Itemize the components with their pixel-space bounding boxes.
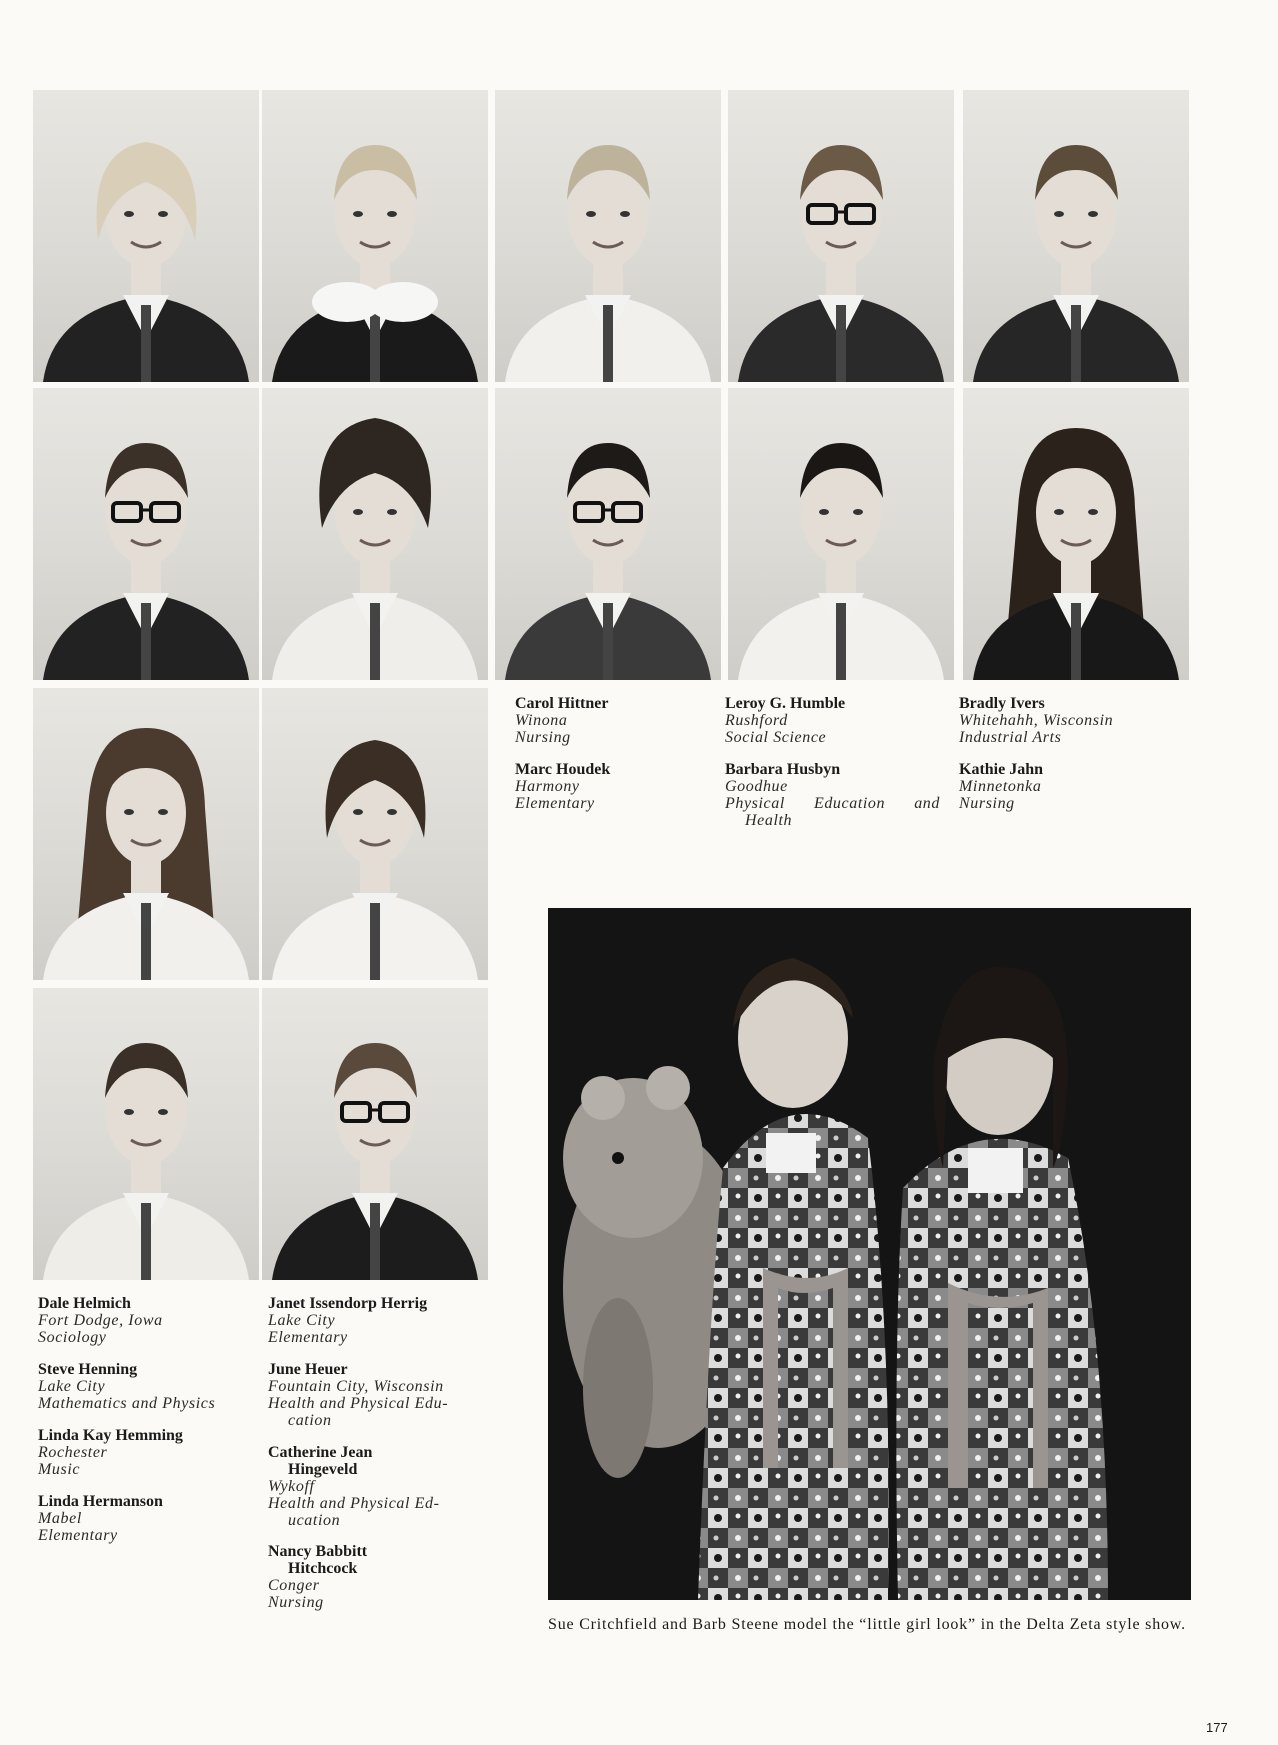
portrait-illustration <box>262 988 488 1280</box>
portrait-photo <box>963 90 1189 382</box>
student-entry <box>959 761 1189 812</box>
portrait-photo <box>33 90 259 382</box>
student-entry <box>38 1295 253 1346</box>
student-hometown: Mabel <box>38 1510 82 1527</box>
student-entry <box>725 695 945 746</box>
student-hometown: Harmony <box>515 778 580 795</box>
student-major-cont: ucation <box>288 1512 341 1529</box>
portrait-illustration <box>262 90 488 382</box>
student-entry <box>38 1493 253 1544</box>
student-name: Carol Hittner <box>515 695 609 712</box>
photo-caption: Sue Critchfield and Barb Steene model the “little girl look” in the Delta Zeta style show. <box>548 1616 1186 1633</box>
student-name: Nancy Babbitt <box>268 1543 368 1560</box>
student-major: Social Science <box>725 729 827 746</box>
portrait-illustration <box>262 688 488 980</box>
student-name: Kathie Jahn <box>959 761 1044 778</box>
portrait-photo <box>262 988 488 1280</box>
student-major: Sociology <box>38 1329 107 1346</box>
student-name: Linda Hermanson <box>38 1493 163 1510</box>
student-hometown: Wykoff <box>268 1478 315 1495</box>
portrait-photo <box>262 90 488 382</box>
portrait-illustration <box>262 388 488 680</box>
portrait-illustration <box>33 988 259 1280</box>
portrait-photo <box>33 688 259 980</box>
portrait-photo <box>262 688 488 980</box>
student-name: Barbara Husbyn <box>725 761 841 778</box>
student-major: Nursing <box>959 795 1015 812</box>
student-entry <box>268 1361 483 1429</box>
portrait-photo <box>33 388 259 680</box>
student-major: Physical Education and Health <box>725 795 940 829</box>
portrait-photo <box>495 90 721 382</box>
student-entry <box>515 695 715 746</box>
student-name: Janet Issendorp Herrig <box>268 1295 428 1312</box>
portrait-illustration <box>495 90 721 382</box>
portrait-illustration <box>33 388 259 680</box>
student-hometown: Conger <box>268 1577 320 1594</box>
student-hometown: Fort Dodge, Iowa <box>38 1312 163 1329</box>
student-name: June Heuer <box>268 1361 348 1378</box>
student-major: Elementary <box>515 795 595 812</box>
student-entry <box>725 761 940 829</box>
style-show-photo <box>548 908 1191 1600</box>
student-name: Marc Houdek <box>515 761 611 778</box>
portrait-illustration <box>963 388 1189 680</box>
student-hometown: Lake City <box>268 1312 336 1329</box>
student-entry <box>38 1427 253 1478</box>
student-hometown: Rushford <box>725 712 788 729</box>
student-entry <box>38 1361 253 1412</box>
student-name: Leroy G. Humble <box>725 695 846 712</box>
student-major: Elementary <box>268 1329 348 1346</box>
student-hometown: Lake City <box>38 1378 106 1395</box>
student-entry <box>515 761 715 812</box>
student-hometown: Fountain City, Wisconsin <box>268 1378 444 1395</box>
student-major: Health and Physical Ed- <box>268 1495 440 1512</box>
style-show-illustration <box>548 908 1191 1600</box>
portrait-photo <box>495 388 721 680</box>
student-name: Bradly Ivers <box>959 695 1045 712</box>
student-hometown: Rochester <box>38 1444 108 1461</box>
student-name: Steve Henning <box>38 1361 138 1378</box>
student-entry <box>268 1444 483 1529</box>
portrait-illustration <box>728 388 954 680</box>
student-hometown: Winona <box>515 712 568 729</box>
student-name-cont: Hitchcock <box>288 1560 358 1577</box>
student-name: Linda Kay Hemming <box>38 1427 183 1444</box>
student-name: Catherine Jean <box>268 1444 373 1461</box>
student-hometown: Whitehahh, Wisconsin <box>959 712 1114 729</box>
student-name-cont: Hingeveld <box>288 1461 358 1478</box>
student-major: Nursing <box>268 1594 324 1611</box>
student-entry <box>268 1295 483 1346</box>
student-major: Industrial Arts <box>959 729 1062 746</box>
portrait-illustration <box>728 90 954 382</box>
portrait-illustration <box>33 90 259 382</box>
portrait-photo <box>262 388 488 680</box>
portrait-photo <box>963 388 1189 680</box>
student-major: Music <box>38 1461 81 1478</box>
student-major: Elementary <box>38 1527 118 1544</box>
portrait-illustration <box>495 388 721 680</box>
student-entry <box>959 695 1189 746</box>
page-number: 177 <box>1206 1720 1228 1735</box>
student-major: Mathematics and Physics <box>38 1395 216 1412</box>
portrait-photo <box>33 988 259 1280</box>
student-name: Dale Helmich <box>38 1295 131 1312</box>
student-major: Nursing <box>515 729 571 746</box>
student-hometown: Goodhue <box>725 778 788 795</box>
portrait-illustration <box>963 90 1189 382</box>
portrait-photo <box>728 388 954 680</box>
portrait-illustration <box>33 688 259 980</box>
student-entry <box>268 1543 483 1611</box>
student-major: Health and Physical Edu- <box>268 1395 449 1412</box>
portrait-photo <box>728 90 954 382</box>
student-hometown: Minnetonka <box>959 778 1042 795</box>
student-major-cont: cation <box>288 1412 332 1429</box>
